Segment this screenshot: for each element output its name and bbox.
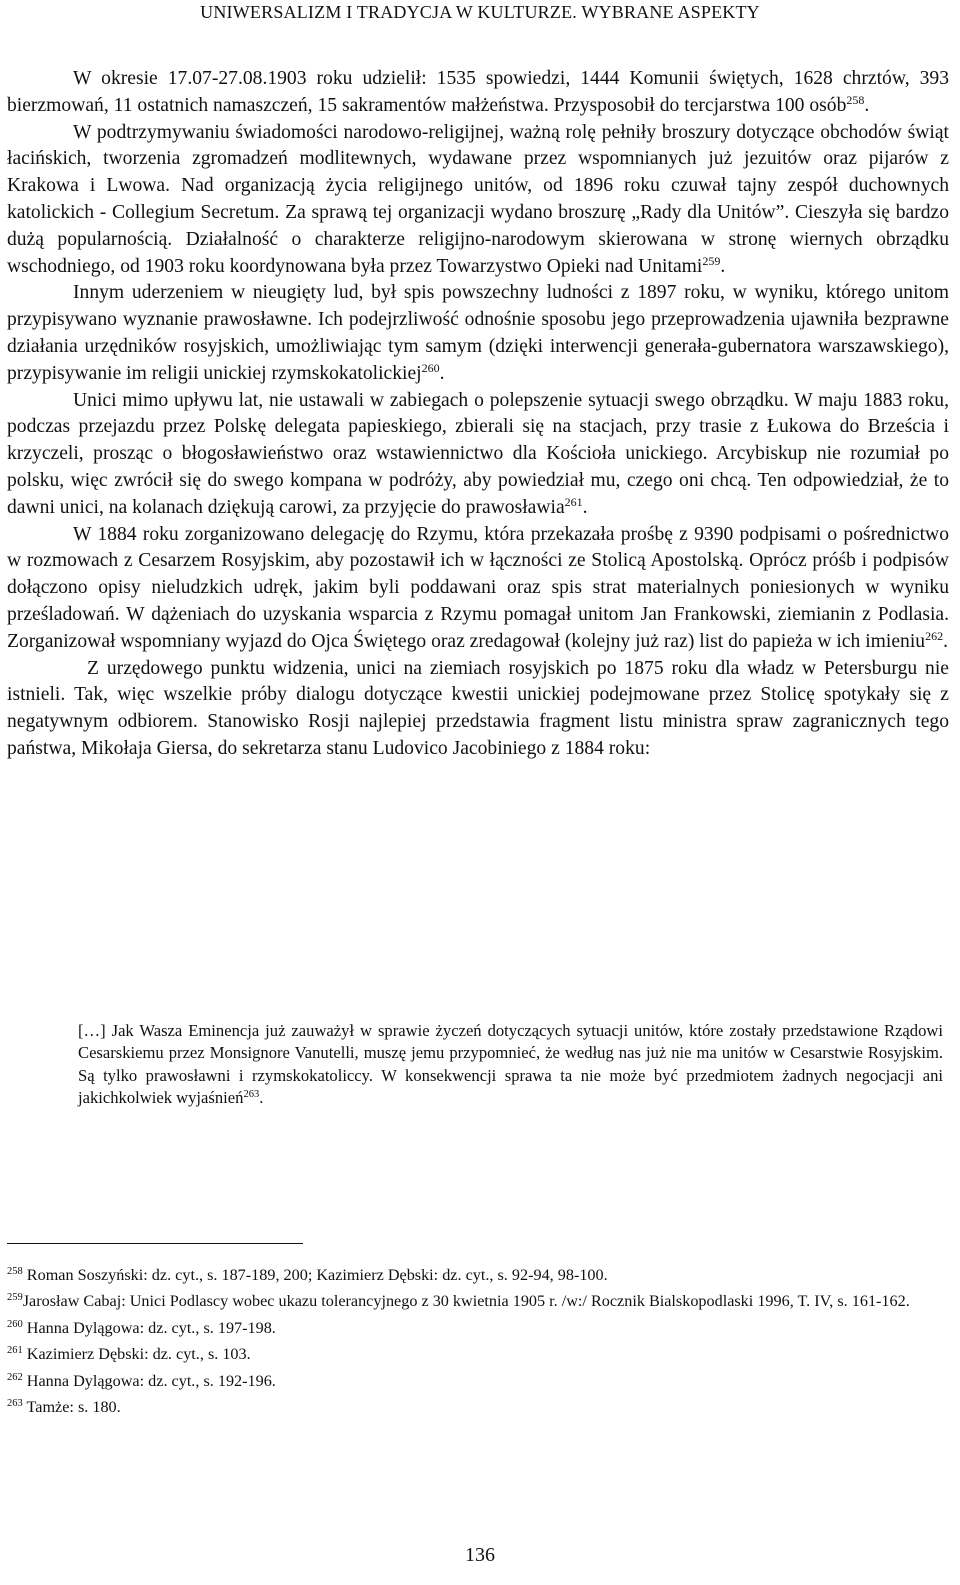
footnote-text: Roman Soszyński: dz. cyt., s. 187-189, 200; Kazimierz Dębski: dz. cyt., s. 92-94, 98-100.	[22, 1266, 608, 1284]
paragraph-end: .	[943, 630, 948, 652]
footnote-number: 263	[7, 1398, 23, 1410]
footnote-ref[interactable]: 258	[846, 92, 865, 107]
footnote-item	[7, 1288, 945, 1314]
footnote-separator	[7, 1243, 303, 1244]
paragraph-4	[7, 388, 949, 522]
footnote-item	[7, 1262, 945, 1288]
footnote-number: 262	[7, 1371, 23, 1383]
footnote-number: 258	[7, 1266, 23, 1277]
footnote-item	[7, 1368, 945, 1394]
paragraph-text: Z urzędowego punktu widzenia, unici na ziemiach rosyjskich po 1875 roku dla władz w Petersburgu nie istnieli. Tak, więc wszelkie próby dialogu dotyczące kwestii unickiej podejmowane przez Stolicę spotykały się z negatywnym odbiorem. Stanowisko Rosji najlepiej przedstawia fragment listu ministra spraw zagranicznych tego państwa, Mikołaja Giersa, do sekretarza stanu Ludovico Jacobiniego z 1884 roku:	[7, 657, 949, 759]
paragraph-text: W podtrzymywaniu świadomości narodowo-religijnej, ważną rolę pełniły broszury dotyczące obchodów świąt łacińskich, tworzenia zgromadzeń modlitewnych, wydawane przez wspomnianych już jezuitów oraz pijarów z Krakowa i Lwowa. Nad organizacją życia religijnego unitów, od 1896 roku czuwał tajny zespół duchownych katolickich - Collegium Secretum. Za sprawą tej organizacji wydano broszurę „Rady dla Unitów”. Cieszyła się bardzo dużą popularnością. Działalność o charakterze religijno-narodowym skierowana w stronę wiernych obrządku wschodniego, od 1903 roku koordynowana była przez Towarzystwo Opieki nad Unitami	[7, 121, 949, 277]
quote-end: .	[259, 1088, 264, 1108]
footnote-ref[interactable]: 263	[243, 1089, 260, 1101]
paragraph-text: Innym uderzeniem w nieugięty lud, był spis powszechny ludności z 1897 roku, w wyniku, którego unitom przypisywano wyznanie prawosławne. Ich podejrzliwość odnośnie sposobu jego przeprowadzenia ujawniła bezprawne działania urzędników rosyjskich, umożliwiając tym samym (dzięki interwencji generała-gubernatora warszawskiego), przypisywanie im religii unickiej rzymskokatolickiej	[7, 282, 949, 384]
footnote-text: Jarosław Cabaj: Unici Podlascy wobec ukazu tolerancyjnego z 30 kwietnia 1905 r. /w:/ Rocznik Bialskopodlaski 1996, T. IV, s. 161-162.	[22, 1292, 910, 1311]
footnote-ref[interactable]: 260	[421, 360, 440, 375]
block-quote	[78, 1020, 943, 1110]
footnote-number: 260	[7, 1318, 23, 1330]
footnotes	[7, 1262, 945, 1420]
footnote-item	[7, 1341, 945, 1367]
quote-text: […] Jak Wasza Eminencja już zauważył w sprawie życzeń dotyczących sytuacji unitów, które zostały przedstawione Rządowi Cesarskiemu przez Monsignore Vanutelli, muszę jemu przypomnieć, że według nas już nie ma unitów w Cesarstwie Rosyjskim. Są tylko prawosławni i rzymskokatoliccy. W konsekwencji sprawa ta nie może być przedmiotem żadnych negocjacji ani jakichkolwiek wyjaśnień	[78, 1021, 943, 1108]
paragraph-5	[7, 522, 949, 656]
paragraph-text: W 1884 roku zorganizowano delegację do Rzymu, która przekazała prośbę z 9390 podpisami o pośrednictwo w rozmowach z Cesarzem Rosyjskim, aby pozostawił ich w łączności ze Stolicą Apostolską. Oprócz próśb i podpisów dołączono opisy nieludzkich udręk, jakim byli poddawani oraz spis strat materialnych poniesionych w wyniku prześladowań. W dążeniach do uzyskania wsparcia z Rzymu pomagał unitom Jan Frankowski, ziemianin z Podlasia. Zorganizował wspomniany wyjazd do Ojca Świętego oraz zredagował (kolejny już raz) list do papieża w ich imieniu	[7, 523, 949, 652]
footnote-text: Kazimierz Dębski: dz. cyt., s. 103.	[22, 1345, 251, 1364]
paragraph-end: .	[582, 496, 588, 518]
footnote-ref[interactable]: 259	[702, 253, 721, 268]
paragraph-text: W okresie 17.07-27.08.1903 roku udzielił: 1535 spowiedzi, 1444 Komunii świętych, 1628 chrztów, 393 bierzmowań, 11 ostatnich namaszczeń, 15 sakramentów małżeństwa. Przysposobił do tercjarstwa 100 osób	[7, 68, 949, 116]
footnote-number: 261	[7, 1345, 23, 1357]
footnote-text: Hanna Dylągowa: dz. cyt., s. 197-198.	[22, 1318, 276, 1337]
paragraph-text: Unici mimo upływu lat, nie ustawali w zabiegach o polepszenie sytuacji swego obrządku. W maju 1883 roku, podczas przejazdu przez Polskę delegata papieskiego, zbierali się na stacjach, przy trasie z Łukowa do Brześcia i krzyczeli, prosząc o błogosławieństwo oraz wstawiennictwo dla Kościoła unickiego. Arcybiskup nie rozumiał po polsku, więc zwrócił się do swego kompana w podróży, aby powiedział mu, czego oni chcą. Ten odpowiedział, że to dawni unici, na kolanach dziękują carowi, za przyjęcie do prawosławia	[7, 389, 949, 518]
paragraph-3	[7, 280, 949, 387]
footnote-ref[interactable]: 261	[564, 494, 583, 509]
quote-paragraph	[78, 1020, 943, 1110]
paragraph-end: .	[864, 94, 870, 116]
paragraph-6	[7, 656, 949, 763]
footnote-text: Hanna Dylągowa: dz. cyt., s. 192-196.	[22, 1371, 276, 1390]
paragraph-end: .	[439, 362, 445, 384]
page-number: 136	[465, 1544, 495, 1566]
paragraph-end: .	[720, 255, 726, 277]
footnote-item	[7, 1394, 945, 1420]
paragraph-2	[7, 120, 949, 281]
paragraph-1	[7, 66, 949, 120]
footnote-item	[7, 1315, 945, 1341]
footnote-text: Tamże: s. 180.	[22, 1398, 121, 1417]
main-text	[7, 66, 949, 763]
running-header: UNIWERSALIZM I TRADYCJA W KULTURZE. WYBRANE ASPEKTY	[200, 2, 760, 22]
footnote-ref[interactable]: 262	[925, 628, 944, 643]
footnote-number: 259	[7, 1292, 23, 1304]
